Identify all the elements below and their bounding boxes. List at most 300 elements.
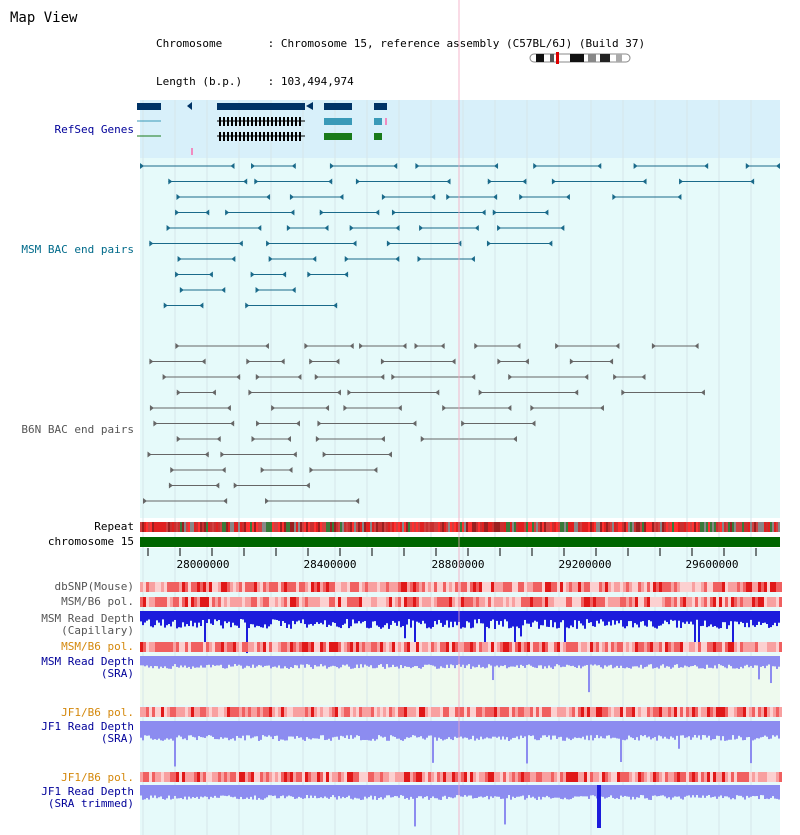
polymorphism-bin bbox=[326, 582, 329, 592]
depth-bin bbox=[286, 656, 288, 668]
polymorphism-bin bbox=[140, 642, 143, 652]
gene-block bbox=[324, 103, 352, 110]
polymorphism-bin bbox=[494, 597, 497, 607]
polymorphism-bin bbox=[413, 772, 416, 782]
polymorphism-bin bbox=[587, 772, 590, 782]
depth-bin bbox=[626, 611, 628, 626]
polymorphism-bin bbox=[164, 772, 167, 782]
polymorphism-bin bbox=[299, 582, 302, 592]
depth-bin bbox=[578, 656, 580, 665]
depth-bin bbox=[428, 656, 430, 665]
polymorphism-bin bbox=[605, 597, 608, 607]
polymorphism-bin bbox=[578, 707, 581, 717]
depth-bin bbox=[336, 785, 338, 800]
depth-bin bbox=[346, 785, 348, 797]
depth-bin bbox=[490, 721, 492, 739]
depth-bin bbox=[508, 721, 510, 741]
polymorphism-bin bbox=[224, 707, 227, 717]
depth-bin bbox=[614, 721, 616, 738]
repeat-element bbox=[146, 522, 148, 532]
polymorphism-bin bbox=[242, 582, 245, 592]
depth-bin bbox=[336, 611, 338, 627]
depth-bin bbox=[572, 656, 574, 666]
depth-bin bbox=[540, 611, 542, 625]
repeat-element bbox=[536, 522, 538, 532]
depth-bin bbox=[500, 785, 502, 799]
depth-bin bbox=[416, 721, 418, 737]
polymorphism-bin bbox=[242, 772, 245, 782]
polymorphism-bin bbox=[362, 642, 365, 652]
depth-bin bbox=[306, 611, 308, 628]
depth-bin bbox=[330, 721, 332, 741]
depth-bin bbox=[700, 611, 702, 626]
repeat-element bbox=[674, 522, 676, 532]
depth-bin bbox=[174, 611, 176, 620]
polymorphism-bin bbox=[773, 582, 776, 592]
gene-exon bbox=[235, 117, 237, 126]
polymorphism-bin bbox=[233, 597, 236, 607]
repeat-element bbox=[496, 522, 498, 532]
polymorphism-bin bbox=[629, 597, 632, 607]
depth-bin bbox=[536, 785, 538, 800]
depth-bin bbox=[670, 611, 672, 620]
gene-exon bbox=[299, 132, 301, 141]
polymorphism-bin bbox=[368, 642, 371, 652]
label-chromosome: chromosome 15 bbox=[47, 535, 134, 548]
polymorphism-bin bbox=[746, 597, 749, 607]
depth-bin bbox=[208, 785, 210, 799]
repeat-element bbox=[428, 522, 430, 532]
repeat-element bbox=[278, 522, 280, 532]
polymorphism-bin bbox=[683, 582, 686, 592]
polymorphism-bin bbox=[668, 642, 671, 652]
depth-bin bbox=[188, 721, 190, 735]
polymorphism-bin bbox=[362, 582, 365, 592]
polymorphism-bin bbox=[290, 707, 293, 717]
polymorphism-bin bbox=[701, 707, 704, 717]
depth-bin bbox=[598, 656, 600, 665]
depth-bin bbox=[348, 656, 350, 667]
depth-bin bbox=[424, 656, 426, 665]
polymorphism-bin bbox=[611, 642, 614, 652]
repeat-element bbox=[612, 522, 614, 532]
depth-bin bbox=[658, 611, 660, 626]
depth-bin bbox=[662, 611, 664, 624]
polymorphism-bin bbox=[275, 707, 278, 717]
gene-exon bbox=[219, 117, 221, 126]
repeat-element bbox=[618, 522, 620, 532]
depth-bin bbox=[356, 656, 358, 665]
repeat-element bbox=[516, 522, 518, 532]
depth-bin bbox=[648, 721, 650, 737]
depth-bin bbox=[772, 785, 774, 796]
polymorphism-bin bbox=[446, 707, 449, 717]
depth-bin bbox=[656, 721, 658, 741]
repeat-element bbox=[174, 522, 176, 532]
polymorphism-bin bbox=[215, 642, 218, 652]
polymorphism-bin bbox=[530, 582, 533, 592]
depth-bin bbox=[756, 656, 758, 666]
repeat-element bbox=[602, 522, 604, 532]
polymorphism-bin bbox=[548, 582, 551, 592]
depth-bin bbox=[748, 656, 750, 667]
polymorphism-bin bbox=[266, 597, 269, 607]
repeat-element bbox=[576, 522, 578, 532]
polymorphism-bin bbox=[170, 707, 173, 717]
repeat-element bbox=[190, 522, 192, 532]
depth-bin bbox=[396, 785, 398, 796]
depth-bin bbox=[682, 611, 684, 622]
depth-bin bbox=[432, 721, 434, 763]
depth-bin bbox=[262, 721, 264, 735]
polymorphism-bin bbox=[302, 772, 305, 782]
polymorphism-bin bbox=[692, 582, 695, 592]
repeat-element bbox=[760, 522, 762, 532]
depth-bin bbox=[618, 785, 620, 799]
depth-bin bbox=[172, 611, 174, 622]
polymorphism-bin bbox=[431, 582, 434, 592]
polymorphism-bin bbox=[542, 597, 545, 607]
depth-bin bbox=[310, 785, 312, 796]
repeat-element bbox=[764, 522, 766, 532]
depth-bin bbox=[642, 785, 644, 795]
depth-bin bbox=[246, 656, 248, 666]
gene-exon bbox=[287, 117, 289, 126]
depth-bin bbox=[268, 785, 270, 795]
polymorphism-bin bbox=[335, 582, 338, 592]
depth-bin bbox=[470, 656, 472, 669]
repeat-element bbox=[596, 522, 598, 532]
polymorphism-bin bbox=[287, 707, 290, 717]
depth-bin bbox=[404, 611, 406, 638]
depth-bin bbox=[778, 611, 780, 623]
depth-bin bbox=[314, 721, 316, 738]
depth-bin bbox=[648, 656, 650, 665]
polymorphism-bin bbox=[728, 772, 731, 782]
depth-bin bbox=[170, 785, 172, 800]
polymorphism-bin bbox=[695, 582, 698, 592]
depth-bin bbox=[626, 656, 628, 667]
polymorphism-bin bbox=[761, 582, 764, 592]
depth-bin bbox=[300, 785, 302, 798]
repeat-element bbox=[766, 522, 768, 532]
polymorphism-bin bbox=[209, 707, 212, 717]
depth-bin bbox=[244, 785, 246, 799]
depth-bin bbox=[498, 656, 500, 667]
repeat-element bbox=[540, 522, 542, 532]
polymorphism-bin bbox=[245, 772, 248, 782]
depth-bin bbox=[156, 611, 158, 620]
depth-bin bbox=[236, 721, 238, 736]
depth-bin bbox=[268, 611, 270, 626]
depth-bin bbox=[402, 611, 404, 626]
depth-bin bbox=[592, 785, 594, 795]
depth-bin bbox=[496, 785, 498, 797]
gene-exon bbox=[255, 132, 257, 141]
depth-bin bbox=[414, 611, 416, 646]
polymorphism-bin bbox=[422, 642, 425, 652]
depth-bin bbox=[652, 721, 654, 738]
depth-bin bbox=[282, 656, 284, 668]
polymorphism-bin bbox=[410, 642, 413, 652]
depth-bin bbox=[382, 721, 384, 738]
depth-bin bbox=[286, 721, 288, 740]
depth-bin bbox=[340, 785, 342, 798]
depth-bin bbox=[188, 785, 190, 797]
polymorphism-bin bbox=[641, 772, 644, 782]
polymorphism-bin bbox=[155, 597, 158, 607]
polymorphism-bin bbox=[551, 582, 554, 592]
repeat-element bbox=[228, 522, 230, 532]
depth-bin bbox=[456, 785, 458, 795]
depth-bin bbox=[524, 721, 526, 736]
polymorphism-bin bbox=[428, 642, 431, 652]
polymorphism-bin bbox=[302, 597, 305, 607]
depth-bin bbox=[554, 721, 556, 736]
depth-bin bbox=[574, 785, 576, 796]
polymorphism-bin bbox=[755, 772, 758, 782]
depth-bin bbox=[302, 611, 304, 619]
repeat-element bbox=[470, 522, 472, 532]
depth-bin bbox=[706, 656, 708, 665]
depth-bin bbox=[664, 611, 666, 621]
repeat-element bbox=[366, 522, 368, 532]
depth-bin bbox=[228, 611, 230, 622]
repeat-element bbox=[308, 522, 310, 532]
polymorphism-bin bbox=[443, 582, 446, 592]
depth-bin bbox=[470, 721, 472, 739]
depth-bin bbox=[214, 656, 216, 666]
depth-bin bbox=[638, 656, 640, 668]
depth-bin bbox=[506, 785, 508, 798]
depth-bin bbox=[198, 656, 200, 668]
polymorphism-bin bbox=[533, 707, 536, 717]
polymorphism-bin bbox=[530, 642, 533, 652]
depth-bin bbox=[588, 611, 590, 623]
depth-bin bbox=[520, 785, 522, 796]
depth-bin bbox=[242, 785, 244, 799]
depth-bin bbox=[398, 656, 400, 669]
polymorphism-bin bbox=[608, 642, 611, 652]
depth-bin bbox=[530, 721, 532, 736]
depth-bin bbox=[466, 656, 468, 665]
depth-bin bbox=[282, 785, 284, 795]
polymorphism-bin bbox=[380, 642, 383, 652]
axis-tick-label: 29600000 bbox=[685, 558, 739, 571]
depth-bin bbox=[702, 611, 704, 626]
polymorphism-bin bbox=[299, 597, 302, 607]
repeat-element bbox=[558, 522, 560, 532]
depth-bin bbox=[236, 611, 238, 626]
polymorphism-bin bbox=[245, 582, 248, 592]
depth-bin bbox=[424, 611, 426, 624]
repeat-element bbox=[474, 522, 476, 532]
polymorphism-bin bbox=[299, 707, 302, 717]
polymorphism-bin bbox=[590, 582, 593, 592]
polymorphism-bin bbox=[212, 597, 215, 607]
depth-bin bbox=[754, 721, 756, 740]
repeat-element bbox=[402, 522, 404, 532]
depth-bin bbox=[704, 656, 706, 669]
depth-bin bbox=[486, 656, 488, 668]
polymorphism-bin bbox=[251, 772, 254, 782]
repeat-element bbox=[624, 522, 626, 532]
depth-bin bbox=[274, 785, 276, 796]
repeat-element bbox=[156, 522, 158, 532]
polymorphism-bin bbox=[479, 597, 482, 607]
depth-bin bbox=[256, 611, 258, 626]
depth-bin bbox=[648, 611, 650, 620]
depth-bin bbox=[550, 721, 552, 740]
repeat-element bbox=[214, 522, 216, 532]
repeat-element bbox=[640, 522, 642, 532]
depth-bin bbox=[498, 611, 500, 625]
polymorphism-bin bbox=[164, 582, 167, 592]
depth-bin bbox=[364, 721, 366, 740]
polymorphism-bin bbox=[686, 707, 689, 717]
depth-bin bbox=[260, 785, 262, 800]
polymorphism-bin bbox=[269, 642, 272, 652]
repeat-element bbox=[412, 522, 414, 532]
depth-bin bbox=[282, 721, 284, 740]
polymorphism-bin bbox=[701, 597, 704, 607]
depth-bin bbox=[406, 656, 408, 667]
polymorphism-bin bbox=[194, 707, 197, 717]
polymorphism-bin bbox=[692, 772, 695, 782]
repeat-element bbox=[178, 522, 180, 532]
polymorphism-bin bbox=[647, 707, 650, 717]
depth-bin bbox=[712, 611, 714, 627]
repeat-element bbox=[604, 522, 606, 532]
repeat-element bbox=[746, 522, 748, 532]
polymorphism-bin bbox=[284, 597, 287, 607]
polymorphism-bin bbox=[293, 642, 296, 652]
depth-bin bbox=[496, 611, 498, 621]
depth-bin bbox=[238, 656, 240, 665]
depth-bin bbox=[372, 656, 374, 668]
polymorphism-bin bbox=[221, 582, 224, 592]
depth-bin bbox=[590, 721, 592, 735]
depth-bin bbox=[622, 656, 624, 668]
depth-bin bbox=[504, 611, 506, 619]
polymorphism-bin bbox=[662, 707, 665, 717]
depth-bin bbox=[548, 656, 550, 666]
depth-bin bbox=[394, 656, 396, 667]
polymorphism-bin bbox=[428, 772, 431, 782]
depth-bin bbox=[482, 785, 484, 798]
depth-bin bbox=[660, 656, 662, 666]
depth-bin bbox=[414, 721, 416, 736]
repeat-element bbox=[754, 522, 756, 532]
polymorphism-bin bbox=[155, 642, 158, 652]
polymorphism-bin bbox=[632, 642, 635, 652]
depth-bin bbox=[166, 721, 168, 738]
polymorphism-bin bbox=[590, 642, 593, 652]
depth-bin bbox=[642, 721, 644, 736]
polymorphism-bin bbox=[326, 707, 329, 717]
depth-bin bbox=[252, 785, 254, 800]
polymorphism-bin bbox=[143, 772, 146, 782]
depth-bin bbox=[144, 721, 146, 735]
polymorphism-bin bbox=[179, 772, 182, 782]
polymorphism-bin bbox=[323, 642, 326, 652]
polymorphism-bin bbox=[170, 582, 173, 592]
polymorphism-bin bbox=[149, 772, 152, 782]
gene-exon bbox=[275, 117, 277, 126]
depth-bin bbox=[544, 656, 546, 666]
depth-bin bbox=[400, 611, 402, 627]
depth-bin bbox=[612, 611, 614, 620]
polymorphism-bin bbox=[596, 597, 599, 607]
depth-bin bbox=[760, 656, 762, 667]
depth-bin bbox=[690, 721, 692, 740]
polymorphism-bin bbox=[449, 772, 452, 782]
repeat-element bbox=[626, 522, 628, 532]
polymorphism-bin bbox=[332, 772, 335, 782]
depth-bin bbox=[638, 785, 640, 798]
polymorphism-bin bbox=[551, 707, 554, 717]
repeat-element bbox=[414, 522, 416, 532]
polymorphism-bin bbox=[392, 642, 395, 652]
polymorphism-bin bbox=[752, 597, 755, 607]
depth-bin bbox=[706, 721, 708, 738]
depth-bin bbox=[760, 611, 762, 625]
depth-bin bbox=[358, 611, 360, 621]
polymorphism-bin bbox=[428, 582, 431, 592]
depth-bin bbox=[634, 721, 636, 740]
label-dbsnp: dbSNP(Mouse) bbox=[54, 580, 134, 593]
polymorphism-bin bbox=[530, 707, 533, 717]
polymorphism-bin bbox=[179, 642, 182, 652]
depth-bin bbox=[334, 721, 336, 737]
polymorphism-bin bbox=[758, 707, 761, 717]
polymorphism-bin bbox=[530, 772, 533, 782]
depth-bin bbox=[142, 721, 144, 740]
repeat-element bbox=[484, 522, 486, 532]
depth-bin bbox=[428, 721, 430, 736]
polymorphism-bin bbox=[626, 772, 629, 782]
polymorphism-bin bbox=[194, 772, 197, 782]
depth-bin bbox=[726, 656, 728, 668]
depth-bin bbox=[184, 656, 186, 666]
depth-bin bbox=[718, 656, 720, 664]
polymorphism-bin bbox=[383, 582, 386, 592]
depth-bin bbox=[724, 611, 726, 622]
polymorphism-bin bbox=[164, 707, 167, 717]
gene-block bbox=[324, 133, 352, 140]
depth-bin bbox=[760, 721, 762, 737]
depth-bin bbox=[586, 611, 588, 619]
depth-bin bbox=[506, 611, 508, 621]
polymorphism-bin bbox=[758, 642, 761, 652]
gene-exon bbox=[267, 132, 269, 141]
depth-bin bbox=[344, 611, 346, 624]
polymorphism-bin bbox=[710, 582, 713, 592]
polymorphism-bin bbox=[644, 582, 647, 592]
depth-bin bbox=[266, 721, 268, 737]
polymorphism-bin bbox=[596, 642, 599, 652]
polymorphism-bin bbox=[761, 642, 764, 652]
depth-bin bbox=[672, 611, 674, 621]
depth-bin bbox=[492, 785, 494, 798]
polymorphism-bin bbox=[284, 582, 287, 592]
repeat-element bbox=[398, 522, 400, 532]
repeat-element bbox=[646, 522, 648, 532]
depth-bin bbox=[464, 785, 466, 795]
polymorphism-bin bbox=[551, 642, 554, 652]
depth-bin bbox=[394, 785, 396, 796]
polymorphism-bin bbox=[251, 707, 254, 717]
